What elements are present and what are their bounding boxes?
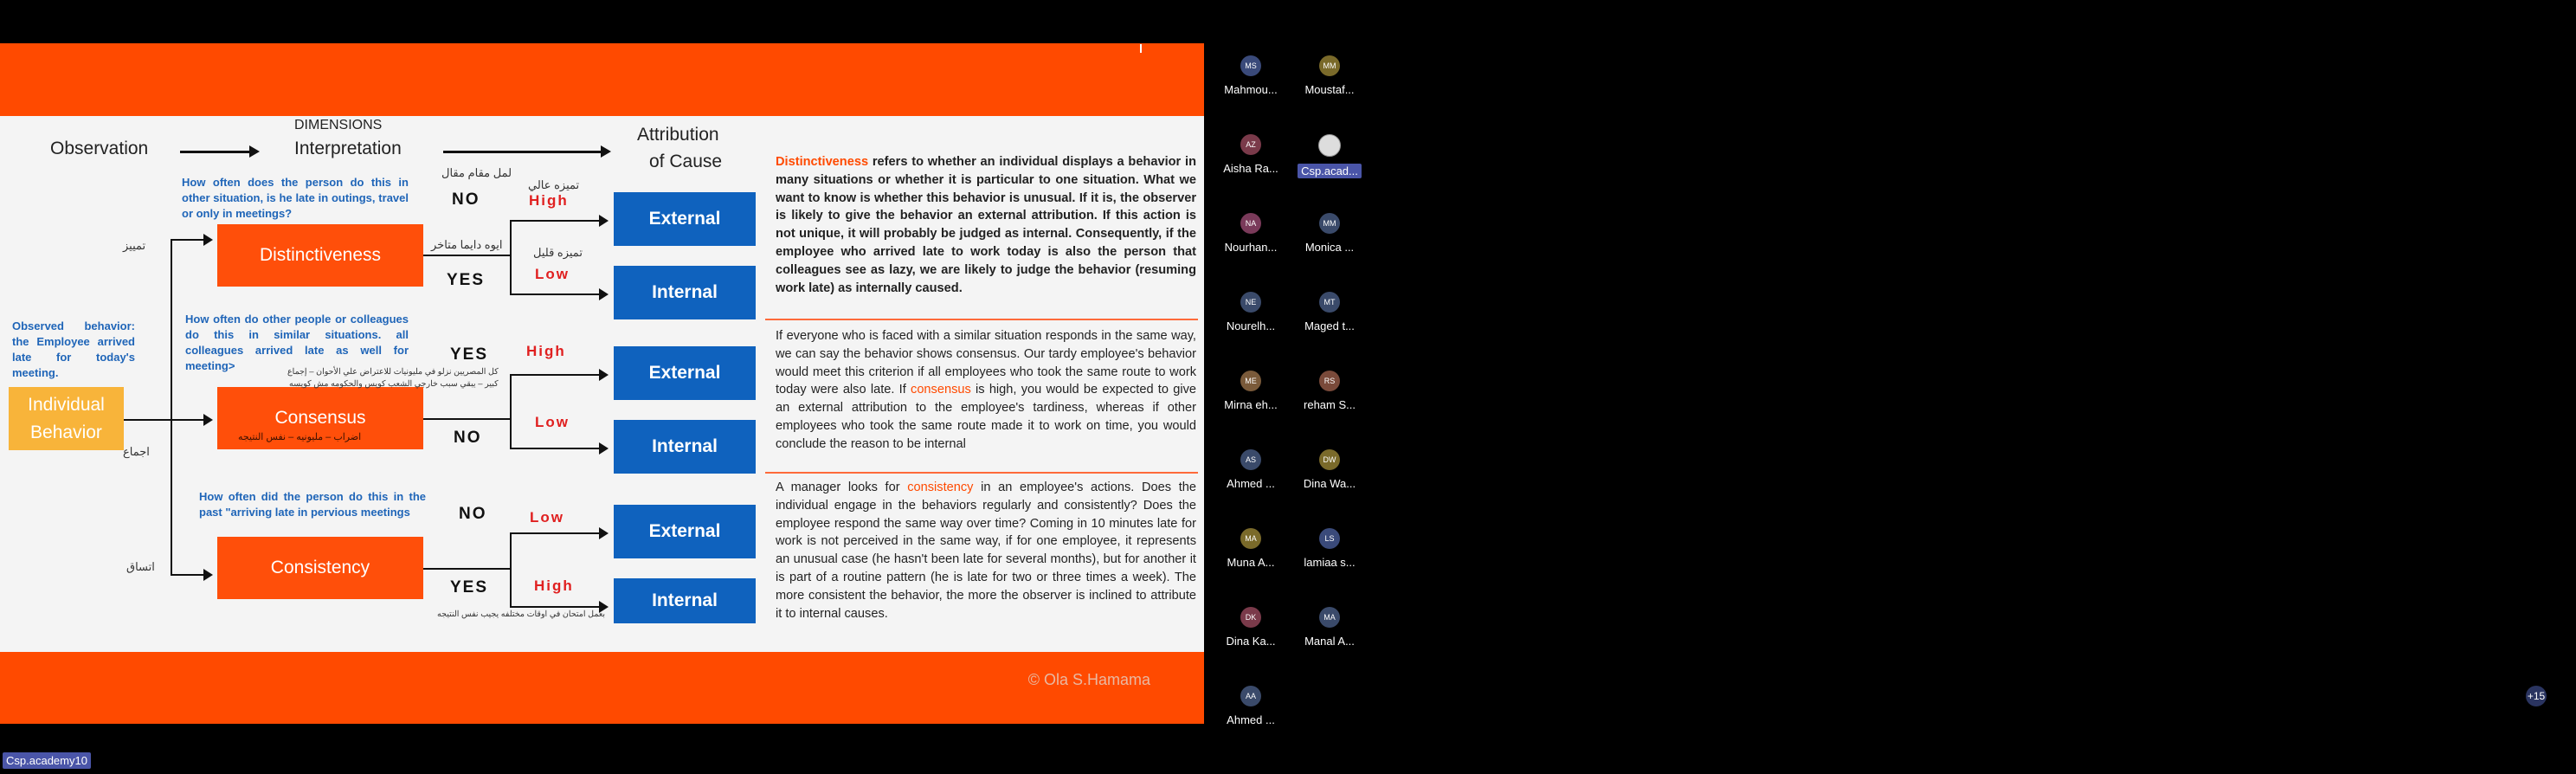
level-high: High	[534, 577, 574, 594]
participant-avatar: MM	[1319, 55, 1340, 76]
participant-tile[interactable]	[1290, 55, 1369, 96]
arrow-obs-interp	[180, 151, 256, 153]
arrow-interp-attr	[443, 151, 608, 153]
dimension-distinctiveness: Distinctiveness	[217, 224, 423, 287]
observed-behavior-text: Observed behavior: the Employee arrived late for today's meeting.	[12, 319, 135, 379]
participant-avatar: MT	[1319, 292, 1340, 313]
attribution-internal: Internal	[614, 420, 756, 474]
ar-note: تميزه قليل	[533, 246, 583, 259]
participant-tile[interactable]	[1211, 371, 1291, 411]
participant-tile[interactable]	[1290, 134, 1369, 179]
connector-line	[510, 532, 606, 534]
participant-tile[interactable]	[1290, 371, 1369, 411]
individual-behavior-box: Individual Behavior	[9, 387, 124, 450]
participant-avatar: AZ	[1240, 134, 1261, 155]
connector-line	[124, 419, 210, 421]
participant-name: Mahmou...	[1224, 83, 1278, 96]
participant-name: Dina Ka...	[1226, 635, 1276, 648]
ar-note: تميزه عالي	[528, 178, 580, 191]
connector-line	[423, 418, 511, 420]
connector-line	[510, 532, 512, 607]
answer-no: NO	[454, 429, 482, 447]
participant-tile[interactable]	[1290, 213, 1369, 254]
connector-line	[510, 606, 606, 608]
ar-note: كل المصريين نزلو في مليونيات للاعتراض علي الأحوان – إجماع	[287, 367, 499, 377]
attribution-external: External	[614, 192, 756, 246]
paragraph-consensus: If everyone who is faced with a similar situation responds in the same way, we can say the behavior shows consensus. Our tardy employee's behavior would meet this criterion if all employees who took the same route to work today were also late. If consensus is high, you would be expected to give an external attribution to the employee's tardiness, whereas if other employees who took the same route made it to work on time, you would conclude the reason to be internal	[776, 329, 1196, 451]
participant-tile[interactable]	[1211, 134, 1291, 175]
connector-line	[510, 293, 606, 295]
participant-tile[interactable]	[1211, 292, 1291, 332]
participant-name: Aisha Ra...	[1223, 162, 1278, 175]
participant-name: Ahmed ...	[1227, 477, 1275, 490]
participant-avatar: NA	[1240, 213, 1261, 234]
attribution-external: External	[614, 505, 756, 558]
participant-avatar: AS	[1240, 449, 1261, 470]
answer-no: NO	[459, 505, 487, 523]
ar-note: كبير – يبقي سبب خارجي الشعب كويس والحكومه مش كويسه	[289, 379, 499, 389]
participant-name: Monica ...	[1304, 241, 1355, 254]
participant-avatar: DW	[1319, 449, 1340, 470]
level-high: High	[526, 343, 566, 359]
participant-tile[interactable]	[1211, 213, 1291, 254]
level-low: Low	[535, 414, 570, 430]
participant-tile[interactable]	[1211, 607, 1291, 648]
participant-name: Mirna eh...	[1224, 398, 1278, 411]
participant-name: Dina Wa...	[1303, 477, 1356, 490]
participant-avatar: DK	[1240, 607, 1261, 628]
participant-name: Csp.acad...	[1298, 164, 1362, 178]
connector-line	[510, 220, 606, 222]
more-participants-count[interactable]: +15	[2526, 686, 2547, 706]
participant-avatar: MS	[1240, 55, 1261, 76]
ar-label-consensus: اجماع	[123, 445, 150, 458]
mouse-cursor-icon	[1140, 44, 1142, 53]
participant-name: Moustaf...	[1304, 83, 1355, 96]
slide-top-band	[0, 43, 1204, 116]
participant-avatar	[1318, 134, 1341, 157]
answer-no: NO	[452, 190, 480, 209]
connector-line	[171, 239, 210, 241]
ar-label-consistency: اتساق	[126, 560, 155, 573]
participant-tile[interactable]	[1211, 449, 1291, 490]
participant-tile[interactable]	[1211, 528, 1291, 569]
attribution-internal: Internal	[614, 266, 756, 319]
connector-line	[510, 220, 512, 294]
connector-line	[171, 239, 172, 575]
slide-bottom-band	[0, 652, 1204, 724]
participant-name: Maged t...	[1304, 319, 1355, 332]
attribution-external: External	[614, 346, 756, 400]
connector-line	[510, 374, 606, 376]
participant-name: Nourhan...	[1224, 241, 1278, 254]
participant-name: lamiaa s...	[1304, 556, 1356, 569]
dimension-consistency: Consistency	[217, 537, 423, 599]
question-consensus: How often do other people or colleagues do this in similar situations. all colleagues arrived late as well for meeting>	[185, 313, 409, 372]
shared-slide	[0, 43, 1204, 724]
participant-avatar: AA	[1240, 686, 1261, 706]
ar-note: ايوه دايما متاخر	[431, 238, 503, 251]
level-low: Low	[535, 266, 570, 282]
participant-avatar: MM	[1319, 213, 1340, 234]
ar-note: لمل مقام مقال	[441, 166, 512, 179]
connector-line	[171, 574, 210, 576]
participant-tile[interactable]	[1290, 528, 1369, 569]
header-dimensions: DIMENSIONS	[294, 118, 383, 132]
header-attribution: Attribution	[637, 125, 719, 145]
dimension-consensus: Consensus	[217, 387, 423, 449]
connector-line	[423, 568, 511, 570]
participant-avatar: RS	[1319, 371, 1340, 391]
header-interpretation: Interpretation	[294, 139, 402, 158]
participant-avatar: MA	[1319, 607, 1340, 628]
participant-tile[interactable]	[1290, 449, 1369, 490]
participant-name: Muna A...	[1227, 556, 1275, 569]
question-distinct: How often does the person do this in other situation, is he late in outings, travel or only in meetings?	[182, 176, 409, 220]
ar-note: بعمل امتحان في اوقات مختلفه يجيب نفس النتيجه	[437, 610, 606, 619]
ar-note: اضراب – مليونيه – نفس النتيجه	[238, 432, 362, 442]
level-low: Low	[530, 509, 564, 526]
answer-yes: YES	[447, 271, 486, 289]
participant-tile[interactable]	[1211, 55, 1291, 96]
answer-yes: YES	[450, 345, 489, 364]
participant-tile[interactable]	[1290, 607, 1369, 648]
separator	[765, 319, 1198, 320]
copyright-text: © Ola S.Hamama	[1027, 671, 1150, 688]
participant-name: Nourelh...	[1226, 319, 1276, 332]
participant-avatar: ME	[1240, 371, 1261, 391]
participant-avatar: LS	[1319, 528, 1340, 549]
connector-line	[510, 448, 606, 449]
host-name-tag: Csp.academy10	[3, 752, 91, 769]
header-observation: Observation	[50, 139, 149, 158]
participant-tile[interactable]	[1290, 292, 1369, 332]
answer-yes: YES	[450, 578, 489, 597]
more-participants[interactable]	[2496, 686, 2576, 706]
participant-tile[interactable]	[1211, 686, 1291, 726]
connector-line	[510, 374, 512, 448]
participant-name: reham S...	[1304, 398, 1356, 411]
participant-avatar: NE	[1240, 292, 1261, 313]
connector-line	[423, 255, 511, 256]
ar-label-distinct: تمييز	[123, 239, 146, 252]
attribution-internal: Internal	[614, 578, 756, 623]
separator	[765, 472, 1198, 474]
level-high: High	[529, 192, 569, 209]
header-of-cause: of Cause	[649, 152, 723, 171]
question-consistency: How often did the person do this in the past "arriving late in pervious meetings	[199, 490, 426, 519]
paragraph-consistency: A manager looks for consistency in an employee's actions. Does the individual engage in the behaviors regularly and consistently? Does the employee respond the same way over time? Coming in 10 minutes late for work is not perceived in the same way, if for one employee, it represents an unusual case (he hasn't been late for several months), but for another it is part of a routine pattern (he is late for two or three times a week). The more consistent the behavior, the more the observer is inclined to attribute it to internal causes.	[776, 481, 1196, 621]
participant-name: Manal A...	[1304, 635, 1355, 648]
participant-name: Ahmed ...	[1227, 713, 1275, 726]
participant-avatar: MA	[1240, 528, 1261, 549]
paragraph-distinctiveness: Distinctiveness refers to whether an individual displays a behavior in many situations or whether it is particular to one situation. What we want to know is whether this behavior is unusual. If it is, the observer is likely to give the behavior an external attribution. If this action is not unique, it will probably be judged as internal. Consequently, if the employee who arrived late to work today is also the person that colleagues see as lazy, we are likely to judge the behavior (resuming work late) as internally caused.	[776, 155, 1196, 295]
